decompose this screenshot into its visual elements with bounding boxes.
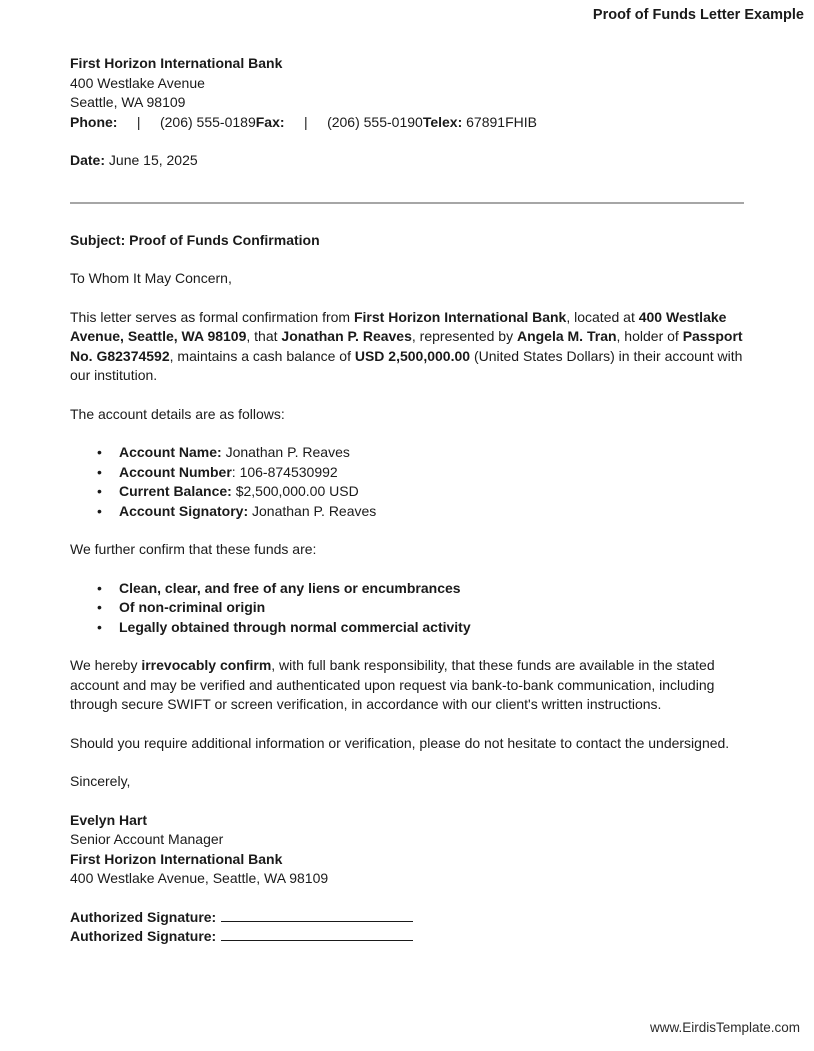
- footer-website-link[interactable]: www.EirdisTemplate.com: [649, 1019, 800, 1035]
- subject-line: Subject: Proof of Funds Confirmation: [70, 231, 320, 248]
- signature-label: Authorized Signature:: [70, 928, 217, 944]
- signatory-title: Senior Account Manager: [70, 831, 224, 847]
- account-detail-item: • Account Signatory: Jonathan P. Reaves: [70, 502, 744, 522]
- date-line: Date: June 15, 2025: [70, 152, 198, 168]
- signature-block: [70, 811, 744, 889]
- signature-blank-field[interactable]: [221, 908, 413, 922]
- account-details-list: [70, 443, 744, 521]
- signature-blank-field[interactable]: [221, 927, 413, 941]
- divider-rule: [70, 202, 744, 204]
- address-line-2: Seattle, WA 98109: [70, 94, 186, 110]
- address-line-1: 400 Westlake Avenue: [70, 74, 205, 91]
- signature-line-2: [70, 927, 744, 947]
- account-detail-item: • Current Balance: $2,500,000.00 USD: [70, 482, 744, 502]
- document-title: Proof of Funds Letter Example: [592, 7, 804, 23]
- signatory-address: 400 Westlake Avenue, Seattle, WA 98109: [70, 870, 329, 886]
- closing: Sincerely,: [70, 773, 131, 789]
- salutation: To Whom It May Concern,: [70, 270, 232, 286]
- confirmation-paragraph: We hereby irrevocably confirm, with full bank responsibility, that these funds are available in the stated account and may be verified and authenticated upon request via bank-to-bank communication, including through secure SWIFT or screen verification, in accordance with our client's written instructions.: [70, 657, 715, 712]
- bank-name: First Horizon International Bank: [70, 55, 283, 71]
- funds-attributes-list: [70, 579, 744, 638]
- signature-label: Authorized Signature:: [70, 908, 217, 925]
- signatory-company: First Horizon International Bank: [70, 850, 283, 867]
- account-details-intro: The account details are as follows:: [70, 405, 285, 422]
- letterhead: [70, 54, 744, 132]
- account-detail-item: • Account Number: 106-874530992: [70, 463, 744, 483]
- contact-line: Phone: | (206) 555-0189Fax: | (206) 555-0190Telex: 67891FHIB: [70, 113, 537, 130]
- authorized-signatures: [70, 908, 744, 947]
- funds-attribute-item: • Legally obtained through normal commercial activity: [70, 618, 744, 638]
- funds-intro: We further confirm that these funds are:: [70, 541, 317, 557]
- signature-line-1: [70, 908, 744, 928]
- contact-paragraph: Should you require additional information or verification, please do not hesitate to contact the undersigned.: [70, 734, 730, 751]
- funds-attribute-item: • Of non-criminal origin: [70, 598, 744, 618]
- intro-paragraph: This letter serves as formal confirmation from First Horizon International Bank, located at 400 Westlake Avenue, Seattle, WA 98109, that Jonathan P. Reaves, represented by Angela M. Tran, holder of Passport No. G82374592, maintains a cash balance of USD 2,500,000.00 (United States Dollars) in their account with our institution.: [70, 308, 743, 383]
- letter-content: [70, 0, 744, 947]
- signatory-name: Evelyn Hart: [70, 811, 148, 828]
- funds-attribute-item: • Clean, clear, and free of any liens or encumbrances: [70, 579, 744, 599]
- account-detail-item: • Account Name: Jonathan P. Reaves: [70, 443, 744, 463]
